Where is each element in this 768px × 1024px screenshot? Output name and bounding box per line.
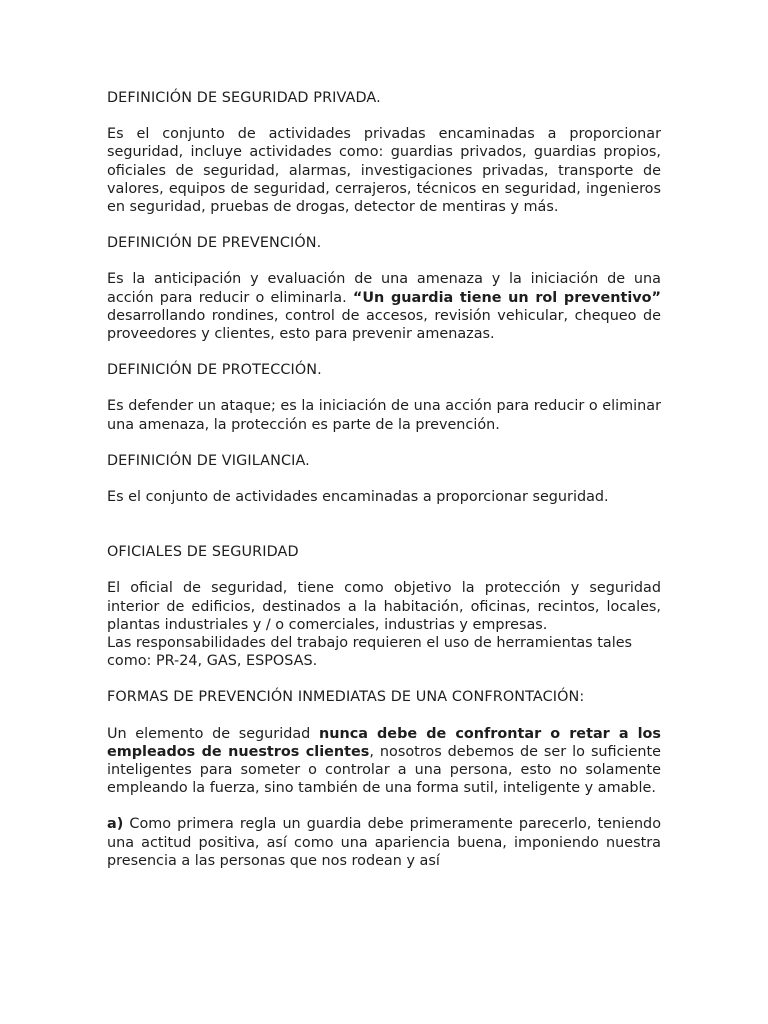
heading-formas-prevencion: [107, 688, 661, 706]
list-marker: a): [107, 816, 124, 833]
paragraph-responsabilidades: Las responsabilidades del trabajo requieren el uso de herramientas tales como: PR-24, GAS, ESPOSAS.: [107, 635, 633, 670]
paragraph-oficiales: El oficial de seguridad, tiene como objetivo la protección y seguridad interior de edificios, destinados a la habitación, oficinas, recintos, locales, plantas industriales y / o comerciales, industrias y empresas.: [107, 580, 661, 633]
heading-vigilancia: [107, 452, 661, 470]
bold-text-segment: “Un guardia tiene un rol preventivo”: [352, 289, 661, 306]
list-item-text: Como primera regla un guardia debe primeramente parecerlo, teniendo una actitud positiva, así como una apariencia buena, imponiendo nuestra presencia a las personas que nos rodean y así: [107, 816, 661, 869]
heading-seguridad-privada: [107, 89, 661, 107]
paragraph-vigilancia: Es el conjunto de actividades encaminadas a proporcionar seguridad.: [107, 489, 609, 506]
paragraph-prevencion: [107, 270, 661, 343]
text-segment: desarrollando rondines, control de accesos, revisión vehicular, chequeo de proveedores y clientes, esto para prevenir amenazas.: [107, 307, 661, 343]
heading-text: FORMAS DE PREVENCIÓN INMEDIATAS DE UNA CONFRONTACIÓN:: [107, 689, 585, 706]
paragraph-proteccion: Es defender un ataque; es la iniciación de una acción para reducir o eliminar una amenaza, la protección es parte de la prevención.: [107, 398, 661, 433]
list-item-a: [107, 815, 661, 870]
heading-text: DEFINICIÓN DE SEGURIDAD PRIVADA.: [107, 90, 381, 106]
heading-oficiales: [107, 543, 661, 561]
text-segment: Un elemento de seguridad: [107, 725, 319, 742]
heading-text: DEFINICIÓN DE VIGILANCIA.: [107, 452, 310, 469]
heading-text: DEFINICIÓN DE PROTECCIÓN.: [107, 362, 322, 379]
heading-text: OFICIALES DE SEGURIDAD: [107, 544, 299, 561]
heading-suffix: .: [316, 235, 322, 252]
text-segment: Es la anticipación y evaluación de una amenaza y la iniciación de una acción para reducir o eliminarla.: [107, 271, 661, 306]
paragraph-seguridad-privada: Es el conjunto de actividades privadas encaminadas a proporcionar seguridad, incluye actividades como: guardias privados, guardias propios, oficiales de seguridad, alarmas, investigaciones privadas, transporte de valores, equipos de seguridad, cerrajeros, técnicos en seguridad, ingenieros en seguridad, pruebas de drogas, detector de mentiras y más.: [107, 126, 661, 216]
heading-prevencion: [107, 234, 661, 252]
text-segment: , nosotros debemos de ser lo suficiente inteligentes para someter o controlar a una persona, esto no solamente empleando la fuerza, sino también de una forma sutil, inteligente y amable.: [107, 743, 662, 797]
heading-text: DEFINICIÓN DE PREVENCIÓN: [107, 235, 317, 252]
bold-text-segment: nunca debe de confrontar o retar a los empleados de nuestros clientes: [107, 725, 661, 760]
paragraph-formas-prevencion: [107, 725, 661, 798]
heading-proteccion: [107, 361, 661, 379]
document-page: [107, 89, 661, 870]
